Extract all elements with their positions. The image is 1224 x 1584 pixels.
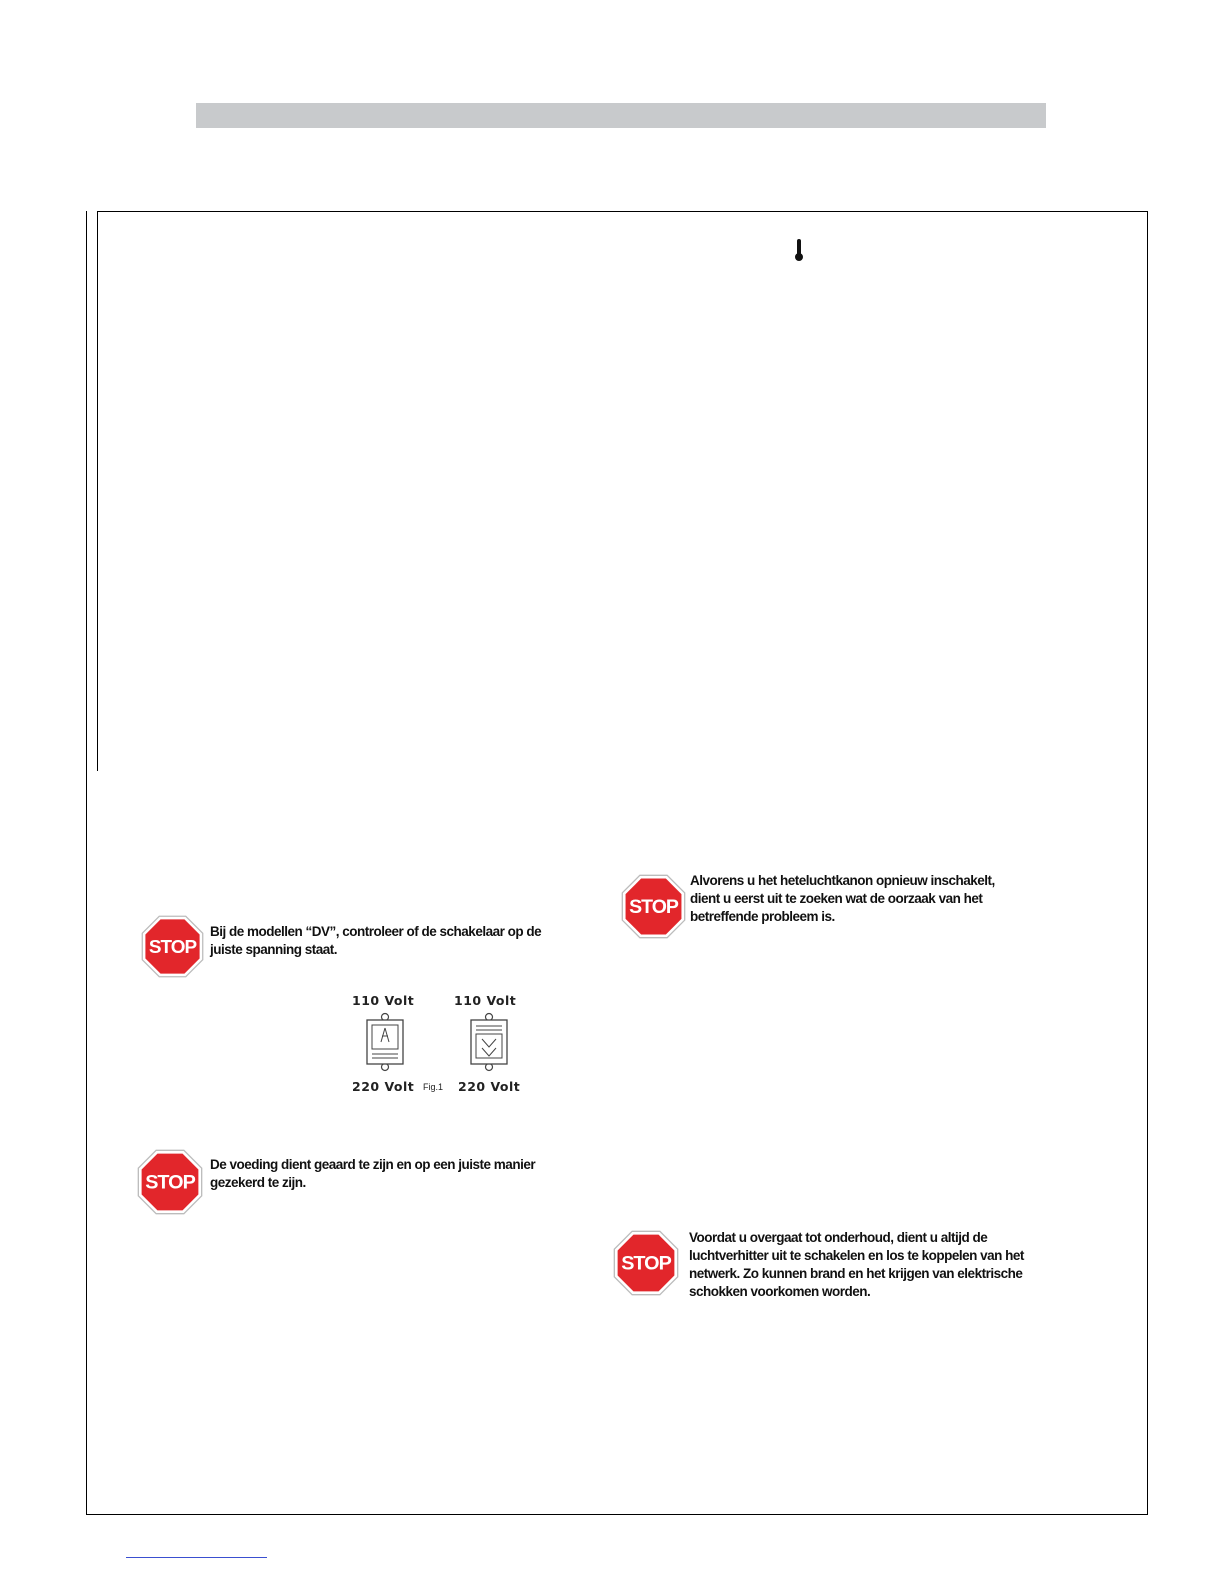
stop-label: STOP	[145, 1171, 195, 1194]
voltage-switch-icon	[468, 1012, 510, 1072]
thermometer-icon	[793, 238, 805, 262]
content-frame-inner-left-edge	[97, 211, 98, 771]
voltage-switch-icon	[364, 1012, 406, 1072]
note-grounding: De voeding dient geaard te zijn en op een juiste manier gezekerd te zijn.	[210, 1157, 536, 1190]
stop-sign-icon	[621, 874, 686, 939]
stop-label: STOP	[148, 936, 197, 958]
note-restart: Alvorens u het heteluchtkanon opnieuw inschakelt, dient u eerst uit te zoeken wat de oorzaak van het betreffende probleem is.	[690, 873, 995, 924]
content-frame-top-edge	[97, 211, 1148, 212]
footer-link-underline[interactable]	[126, 1557, 267, 1558]
switch-a-bottom-label: 220 Volt	[352, 1079, 415, 1094]
stop-label: STOP	[629, 896, 678, 918]
switch-b-top-label: 110 Volt	[454, 993, 517, 1008]
note-dv-models: Bij de modellen “DV”, controleer of de schakelaar op de juiste spanning staat.	[210, 924, 542, 957]
header-band	[196, 103, 1046, 128]
figure-caption: Fig.1	[423, 1082, 444, 1092]
content-frame	[86, 211, 1148, 1515]
stop-sign-icon	[141, 915, 204, 978]
switch-b-bottom-label: 220 Volt	[458, 1079, 521, 1094]
stop-sign-icon	[613, 1230, 679, 1296]
switch-a-top-label: 110 Volt	[352, 993, 415, 1008]
stop-label: STOP	[621, 1252, 671, 1275]
note-maintenance: Voordat u overgaat tot onderhoud, dient u altijd de luchtverhitter uit te schakelen en los te koppelen van het netwerk. Zo kunnen brand en het krijgen van elektrische schokken voorkomen worden.	[689, 1230, 1024, 1299]
stop-sign-icon	[137, 1149, 203, 1215]
